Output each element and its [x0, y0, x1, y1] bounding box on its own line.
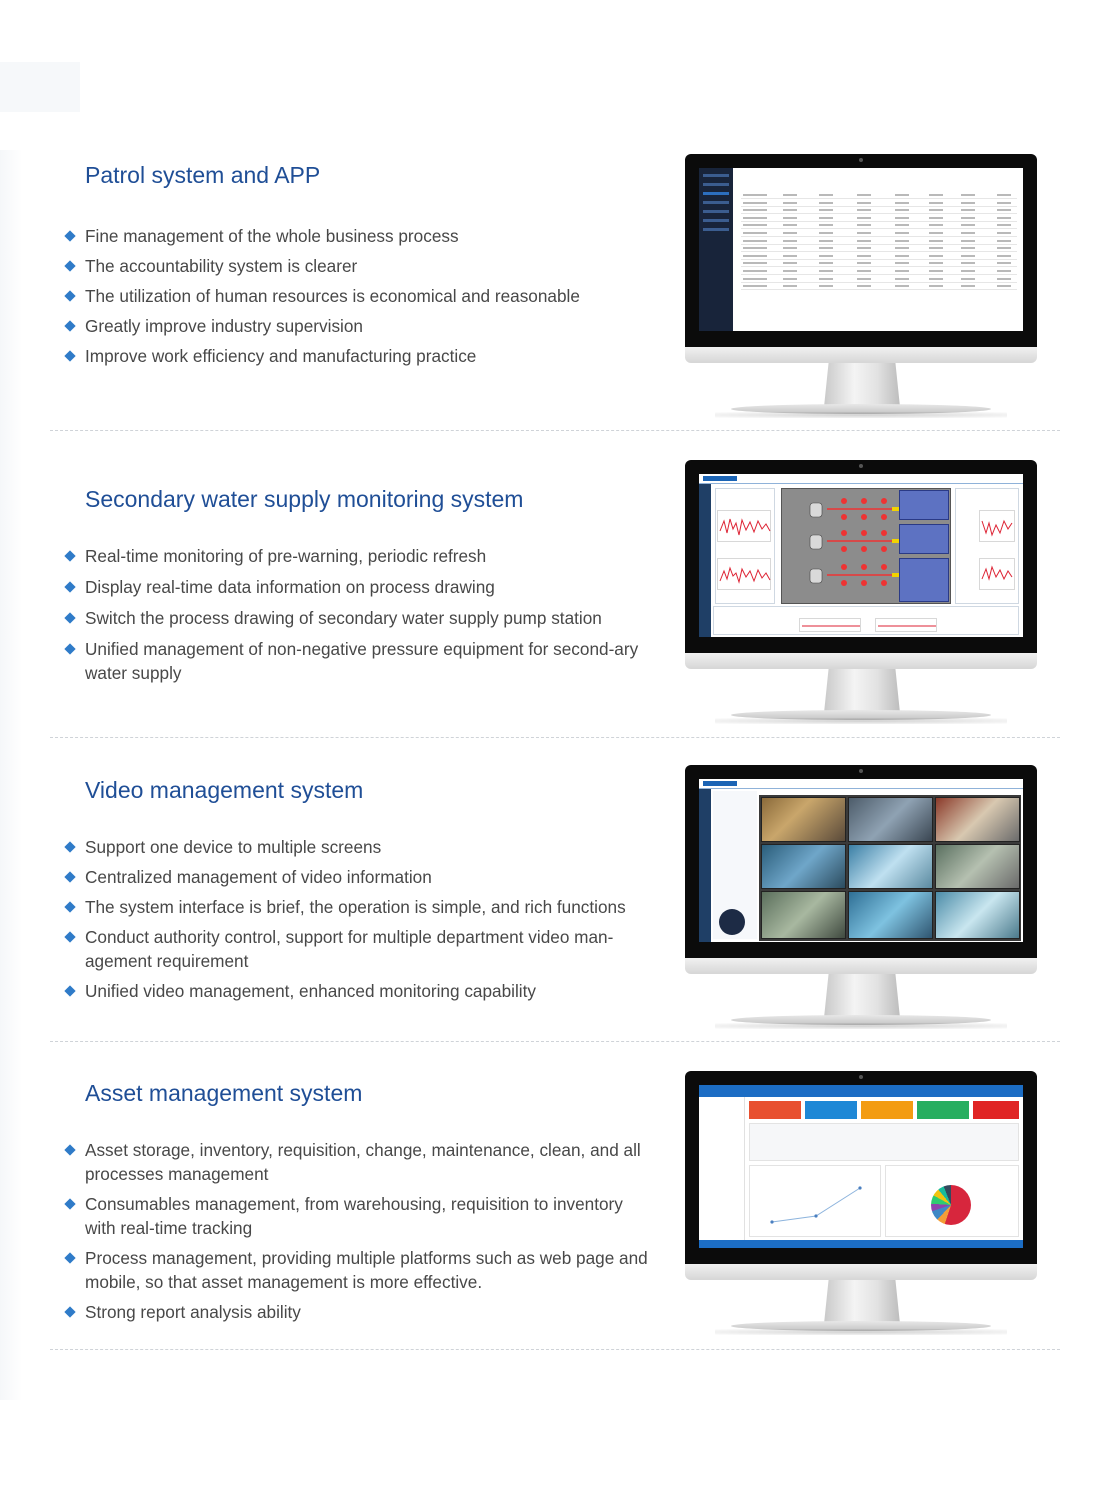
- diamond-bullet-icon: [64, 230, 75, 241]
- list-item: Improve work efficiency and manufacturing practice: [62, 344, 662, 368]
- monitor-illustration: [685, 765, 1037, 1030]
- feature-list: [62, 224, 662, 368]
- diamond-bullet-icon: [64, 1252, 75, 1263]
- diamond-bullet-icon: [64, 1144, 75, 1155]
- list-item: Strong report analysis ability: [62, 1300, 662, 1324]
- diamond-bullet-icon: [64, 350, 75, 361]
- feature-list: [62, 544, 662, 685]
- diamond-bullet-icon: [64, 581, 75, 592]
- list-item: The accountability system is clearer: [62, 254, 662, 278]
- section-divider: [50, 737, 1060, 738]
- section-title: Patrol system and APP: [85, 162, 321, 188]
- diamond-bullet-icon: [64, 643, 75, 654]
- monitor-illustration: [685, 1071, 1037, 1336]
- list-item: Real-time monitoring of pre-warning, periodic refresh: [62, 544, 662, 568]
- list-item: Greatly improve industry supervision: [62, 314, 662, 338]
- diamond-bullet-icon: [64, 841, 75, 852]
- list-item: The system interface is brief, the operation is simple, and rich functions: [62, 895, 662, 919]
- diamond-bullet-icon: [64, 550, 75, 561]
- monitor-illustration: [685, 460, 1037, 725]
- section-title: Asset management system: [85, 1080, 363, 1106]
- screenshot-asset: [699, 1085, 1023, 1248]
- screenshot-video: [699, 779, 1023, 942]
- list-item: Unified video management, enhanced monitoring capability: [62, 979, 662, 1003]
- feature-list: [62, 1138, 662, 1324]
- list-item: Conduct authority control, support for multiple department video man-agement requirement: [62, 925, 652, 973]
- list-item: Display real-time data information on process drawing: [62, 575, 662, 599]
- diamond-bullet-icon: [64, 260, 75, 271]
- diamond-bullet-icon: [64, 1198, 75, 1209]
- list-item: Unified management of non-negative pressure equipment for second-ary water supply: [62, 637, 652, 685]
- feature-list: [62, 835, 662, 1003]
- list-item: The utilization of human resources is economical and reasonable: [62, 284, 662, 308]
- list-item: Process management, providing multiple platforms such as web page and mobile, so that asset management is more effective.: [62, 1246, 652, 1294]
- diamond-bullet-icon: [64, 612, 75, 623]
- list-item: Switch the process drawing of secondary water supply pump station: [62, 606, 662, 630]
- background-shape: [0, 62, 80, 112]
- section-divider: [50, 1041, 1060, 1042]
- list-item: Asset storage, inventory, requisition, change, maintenance, clean, and all processes management: [62, 1138, 652, 1186]
- diamond-bullet-icon: [64, 320, 75, 331]
- background-gradient: [0, 150, 22, 1400]
- section-title: Video management system: [85, 777, 364, 803]
- list-item: Centralized management of video information: [62, 865, 662, 889]
- diamond-bullet-icon: [64, 931, 75, 942]
- diamond-bullet-icon: [64, 985, 75, 996]
- diamond-bullet-icon: [64, 871, 75, 882]
- screenshot-water-supply: [699, 474, 1023, 637]
- list-item: Fine management of the whole business process: [62, 224, 662, 248]
- section-divider: [50, 430, 1060, 431]
- section-divider: [50, 1349, 1060, 1350]
- diamond-bullet-icon: [64, 290, 75, 301]
- diamond-bullet-icon: [64, 1306, 75, 1317]
- list-item: Consumables management, from warehousing, requisition to inventory with real-time tracking: [62, 1192, 652, 1240]
- list-item: Support one device to multiple screens: [62, 835, 662, 859]
- screenshot-patrol: [699, 168, 1023, 331]
- section-title: Secondary water supply monitoring system: [85, 486, 524, 512]
- diamond-bullet-icon: [64, 901, 75, 912]
- monitor-illustration: [685, 154, 1037, 419]
